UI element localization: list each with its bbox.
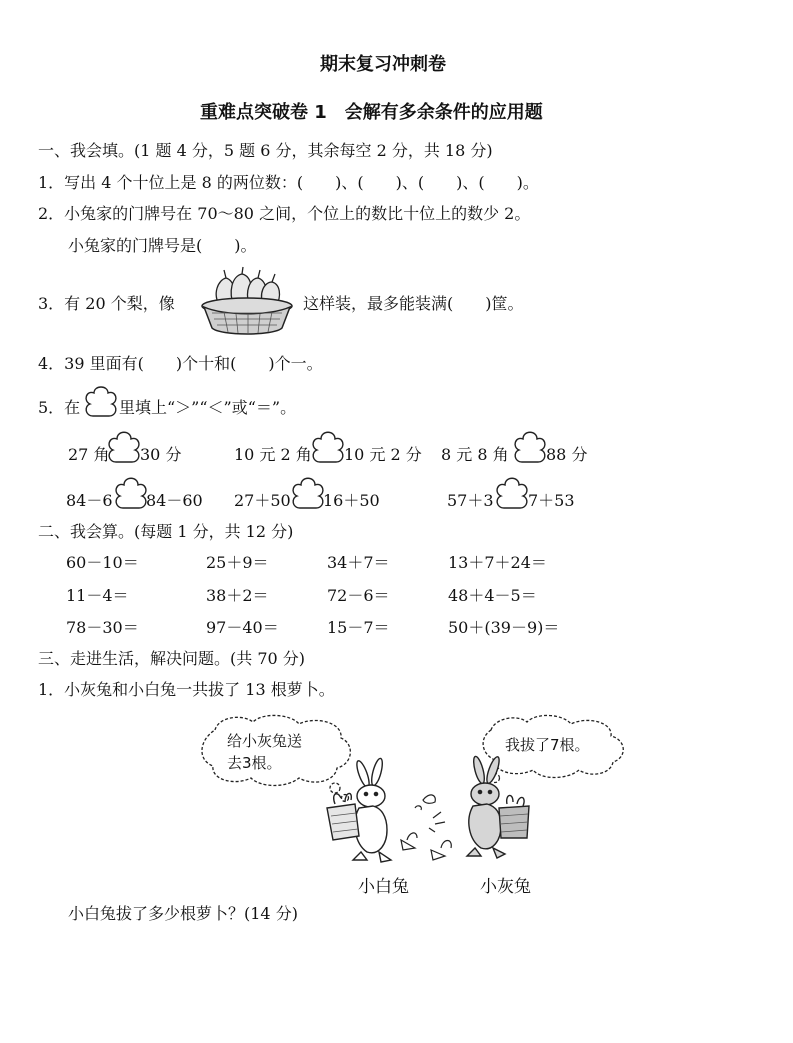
flower-blank-icon[interactable] <box>310 428 346 464</box>
compare-left: 27 角 <box>68 445 110 464</box>
compare-left: 10 元 2 角 <box>234 445 312 464</box>
bubble-left-line1: 给小灰兔送 <box>227 732 303 750</box>
rabbits-illustration <box>195 712 635 872</box>
compare-left: 8 元 8 角 <box>441 445 509 464</box>
calc-item: 60－10＝ <box>66 553 139 572</box>
question-3-1: 1．小灰兔和小白兔一共拔了 13 根萝卜。 <box>38 680 335 699</box>
question-1-1: 1．写出 4 个十位上是 8 的两位数：( )、( )、( )、( )。 <box>38 173 539 192</box>
bubble-right-text: 我拔了7根。 <box>505 736 590 754</box>
compare-right: 10 元 2 分 <box>344 445 422 464</box>
carrot-icon <box>401 795 451 860</box>
calc-item: 11－4＝ <box>66 586 129 605</box>
calc-item: 34＋7＝ <box>327 553 390 572</box>
question-1-5-part1: 5．在 <box>38 398 81 417</box>
compare-right: 7＋53 <box>528 491 575 510</box>
flower-blank-icon[interactable] <box>113 474 149 510</box>
calc-item: 50＋(39－9)＝ <box>448 618 560 637</box>
calc-item: 38＋2＝ <box>206 586 269 605</box>
compare-right: 30 分 <box>140 445 182 464</box>
calc-item: 13＋7＋24＝ <box>448 553 547 572</box>
calc-item: 78－30＝ <box>66 618 139 637</box>
flower-blank-icon[interactable] <box>512 428 548 464</box>
flower-blank-icon <box>83 384 119 418</box>
question-1-2-line1: 2．小兔家的门牌号在 70～80 之间，个位上的数比十位上的数少 2。 <box>38 204 531 223</box>
flower-blank-icon[interactable] <box>290 474 326 510</box>
page-title: 期末复习冲刺卷 <box>320 54 446 75</box>
page-subtitle: 重难点突破卷 1 会解有多余条件的应用题 <box>200 102 543 123</box>
calc-item: 72－6＝ <box>327 586 390 605</box>
calc-item: 15－7＝ <box>327 618 390 637</box>
compare-right: 84－60 <box>146 491 203 510</box>
caption-white-rabbit: 小白兔 <box>358 877 409 897</box>
section-2-heading: 二、我会算。(每题 1 分，共 12 分) <box>38 522 294 541</box>
compare-left: 27＋50 <box>234 491 291 510</box>
caption-grey-rabbit: 小灰兔 <box>480 877 531 897</box>
compare-right: 88 分 <box>546 445 588 464</box>
question-1-5-part2: 里填上“＞”“＜”或“＝”。 <box>119 398 297 417</box>
question-1-3-part1: 3．有 20 个梨，像 <box>38 294 175 313</box>
section-1-heading: 一、我会填。(1 题 4 分，5 题 6 分，其余每空 2 分，共 18 分) <box>38 141 493 160</box>
bubble-left-line2: 去3根。 <box>227 754 282 772</box>
question-1-2-line2: 小兔家的门牌号是( )。 <box>68 236 257 255</box>
section-3-heading: 三、走进生活，解决问题。(共 70 分) <box>38 649 306 668</box>
compare-left: 57＋3 <box>447 491 494 510</box>
flower-blank-icon[interactable] <box>106 428 142 464</box>
flower-blank-icon[interactable] <box>494 474 530 510</box>
calc-item: 48＋4－5＝ <box>448 586 537 605</box>
question-3-1-ask: 小白兔拔了多少根萝卜？(14 分) <box>68 904 298 923</box>
question-1-4: 4．39 里面有( )个十和( )个一。 <box>38 354 323 373</box>
compare-left: 84－6 <box>66 491 113 510</box>
question-1-3-part2: 这样装，最多能装满( )筐。 <box>303 294 524 313</box>
white-rabbit-icon <box>327 757 391 862</box>
calc-item: 25＋9＝ <box>206 553 269 572</box>
calc-item: 97－40＝ <box>206 618 279 637</box>
compare-right: 16＋50 <box>323 491 380 510</box>
pear-basket-icon <box>200 266 294 338</box>
